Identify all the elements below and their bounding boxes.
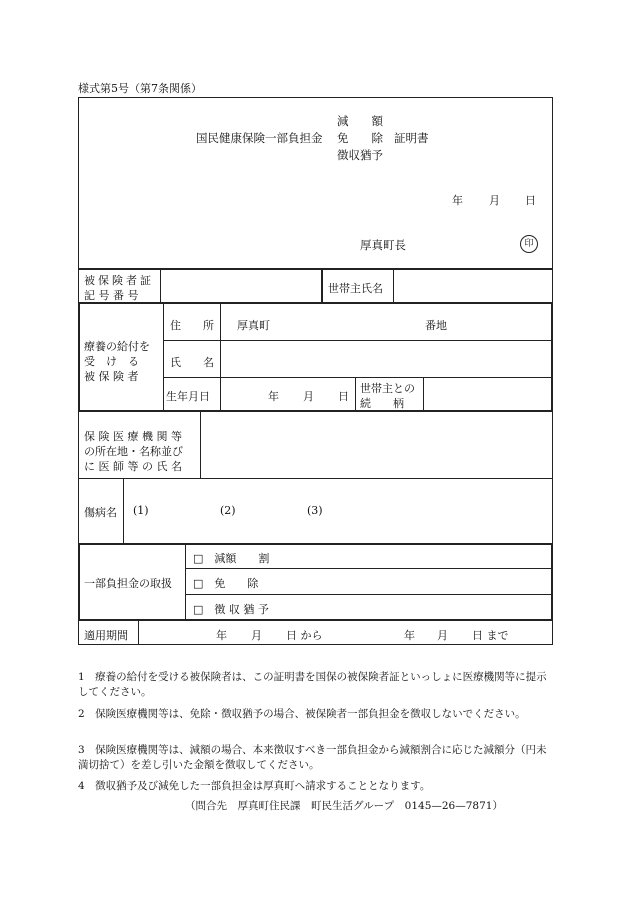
household-head-name-field[interactable]	[396, 271, 548, 300]
relation-label-1: 世帯主との	[360, 382, 415, 395]
period-to-day: 日 まで	[472, 629, 509, 642]
disease-label: 傷病名	[84, 506, 117, 519]
address-label: 住 所	[170, 319, 214, 332]
divider-head-label	[393, 269, 394, 302]
dob-year: 年	[268, 390, 279, 403]
divider-relation-label	[423, 377, 424, 411]
handling-label: 一部負担金の取扱	[84, 577, 172, 590]
disease-item-3: (3)	[307, 504, 323, 517]
recipient-label-1: 療養の給付を	[84, 340, 150, 353]
insured-card-number-field[interactable]	[162, 271, 318, 300]
institution-label-1: 保 険 医 療 機 関 等	[84, 430, 182, 443]
title-suffix: 証明書	[394, 131, 429, 145]
disease-item-2: (2)	[220, 504, 236, 517]
divider-disease	[78, 478, 553, 479]
dob-month: 月	[303, 390, 314, 403]
dob-label: 生年月日	[166, 390, 210, 403]
period-from-year: 年	[216, 629, 227, 642]
address-suffix: 番地	[425, 319, 447, 332]
dob-day: 日	[338, 390, 349, 403]
name-label: 氏 名	[170, 356, 214, 369]
divider-recipient-subfield	[220, 303, 221, 411]
title-option-reduction: 減 額	[337, 114, 383, 128]
address-field[interactable]	[280, 306, 420, 336]
divider-handling-1	[185, 568, 552, 569]
note-3: 3 保険医療機関等は、減額の場合、本来徴収すべき一部負担金から減額割合に応じた減額分（円未満切捨て）を差し引いた金額を徴収してください。	[78, 744, 547, 771]
note-1: 1 療養の給付を受ける被保険者は、この証明書を国保の被保険者証といっしょに医療機関等に提示してください。	[78, 671, 547, 698]
institution-field[interactable]	[204, 416, 548, 474]
handling-option-exemption[interactable]: □ 免 除	[193, 577, 259, 590]
divider-name	[163, 377, 552, 378]
divider-institution	[200, 412, 201, 478]
divider-period-label	[138, 621, 139, 645]
divider-card-label	[160, 269, 161, 302]
seal-mark: 印	[520, 235, 538, 253]
disease-item-1: (1)	[133, 504, 149, 517]
form-number: 様式第5号（第7条関係）	[78, 82, 202, 95]
divider-disease-label	[123, 478, 124, 543]
divider-recipient-label	[163, 303, 164, 411]
date-day: 日	[525, 194, 536, 207]
divider-header	[78, 268, 553, 270]
relation-label-2: 続 柄	[360, 397, 404, 410]
recipient-name-field[interactable]	[224, 343, 548, 374]
divider-dob-value	[355, 377, 356, 411]
issuer-name: 厚真町長	[360, 238, 406, 252]
institution-label-2: の所在地・名称並び	[84, 445, 183, 458]
title-option-deferral: 徴収猶予	[337, 148, 383, 162]
period-to-month: 月	[437, 629, 448, 642]
date-year: 年	[452, 194, 463, 207]
period-from-day: 日 から	[286, 629, 323, 642]
insured-card-label-1: 被保険者証	[84, 274, 154, 287]
divider-card-value	[321, 269, 323, 302]
address-prefix: 厚真町	[237, 319, 270, 332]
recipient-label-2: 受 け る	[84, 355, 139, 368]
period-label: 適用期間	[84, 629, 128, 642]
handling-option-reduction[interactable]: □ 減額 割	[193, 552, 270, 565]
title-option-exemption: 免 除	[337, 131, 383, 145]
divider-handling-label	[185, 544, 186, 620]
contact-info: （問合先 厚真町住民課 町民生活グループ 0145—26—7871）	[185, 800, 503, 812]
title-prefix: 国民健康保険一部負担金	[196, 131, 323, 145]
recipient-label-3: 被 保 険 者	[84, 370, 139, 383]
institution-label-3: に 医 師 等 の 氏 名	[84, 460, 182, 473]
insured-card-label-2: 記 号 番 号	[84, 289, 139, 302]
household-head-label: 世帯主氏名	[328, 282, 383, 295]
note-2: 2 保険医療機関等は、免除・徴収猶予の場合、被保険者一部負担金を徴収しないでください。	[78, 708, 526, 720]
relation-field[interactable]	[426, 380, 548, 408]
period-from-month: 月	[251, 629, 262, 642]
divider-address	[163, 340, 552, 341]
period-to-year: 年	[404, 629, 415, 642]
divider-handling-2	[185, 594, 552, 595]
handling-option-deferral[interactable]: □ 徴 収 猶 予	[193, 603, 269, 616]
date-month: 月	[489, 194, 500, 207]
note-4: 4 徴収猶予及び減免した一部負担金は厚真町へ請求することとなります。	[78, 780, 431, 792]
